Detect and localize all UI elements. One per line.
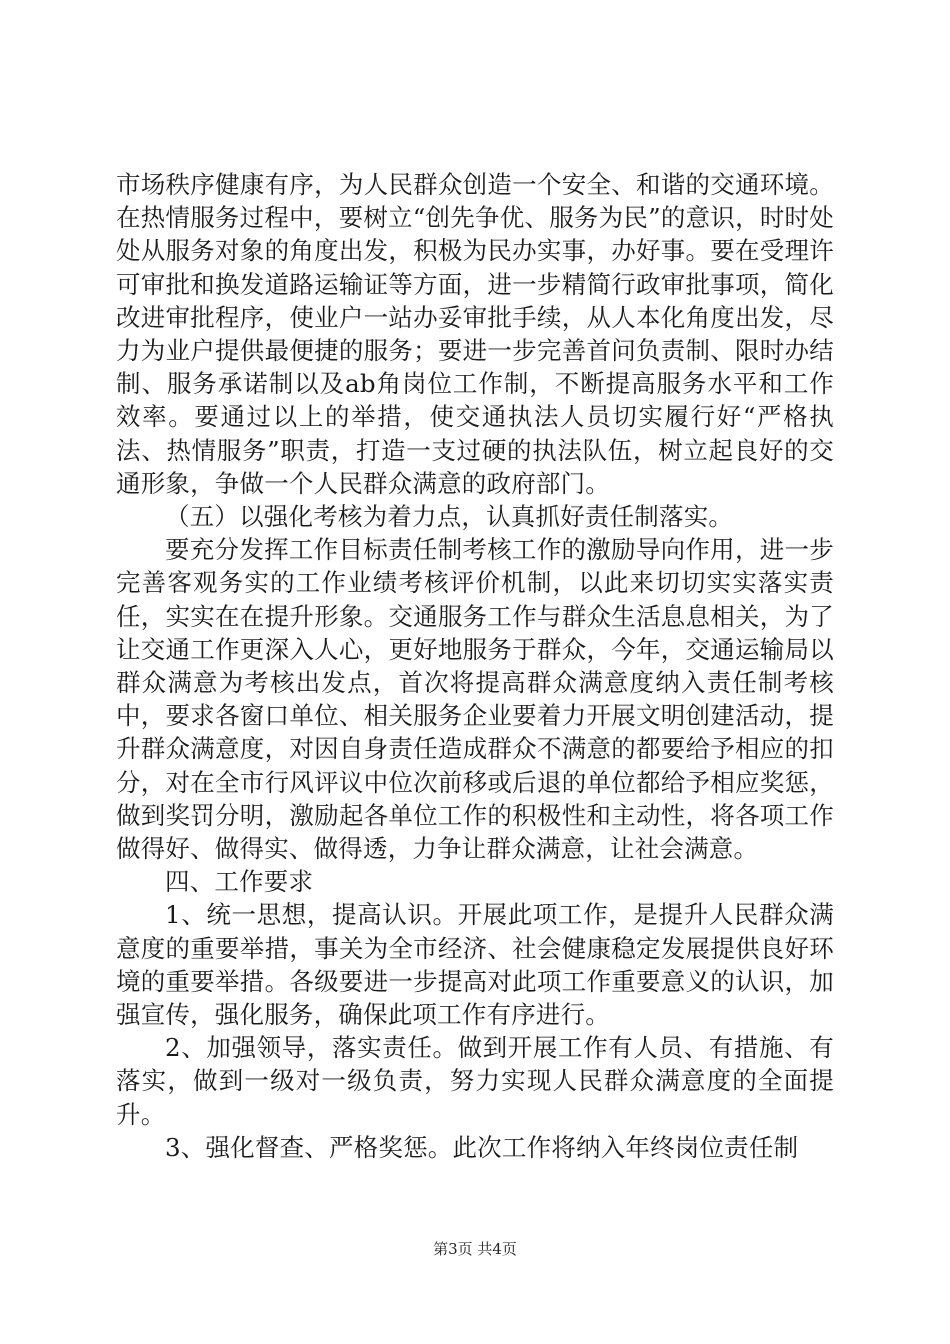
page-number: 第3页 共4页 xyxy=(433,1240,517,1258)
page-footer xyxy=(0,1238,950,1259)
section-heading-requirements: 四、工作要求 xyxy=(165,867,314,897)
paragraph-requirement-1: 1、统一思想，提高认识。开展此项工作，是提升人民群众满意度的重要举措，事关为全市经济、社会健康稳定发展提供良好环境的重要举措。各级要进一步提高对此项工作重要意义的认识，加强宣传，强化服务，确保此项工作有序进行。 xyxy=(116,900,834,1030)
paragraph-heading-five: （五）以强化考核为着力点，认真抓好责任制落实。 xyxy=(165,502,734,532)
paragraph-requirement-2: 2、加强领导，落实责任。做到开展工作有人员、有措施、有落实，做到一级对一级负责，努力实现人民群众满意度的全面提升。 xyxy=(116,1033,834,1129)
paragraph-requirement-3: 3、强化督查、严格奖惩。此次工作将纳入年终岗位责任制 xyxy=(165,1132,799,1162)
document-body xyxy=(116,168,834,1164)
paragraph-assessment: 要充分发挥工作目标责任制考核工作的激励导向作用，进一步完善客观务实的工作业绩考核评价机制，以此来切切实实落实责任，实实在在提升形象。交通服务工作与群众生活息息相关，为了让交通工作更深入人心，更好地服务于群众，今年，交通运输局以群众满意为考核出发点，首次将提高群众满意度纳入责任制考核中，要求各窗口单位、相关服务企业要着力开展文明创建活动，提升群众满意度，对因自身责任造成群众不满意的都要给予相应的扣分，对在全市行风评议中位次前移或后退的单位都给予相应奖惩，做到奖罚分明，激励起各单位工作的积极性和主动性，将各项工作做得好、做得实、做得透，力争让群众满意，让社会满意。 xyxy=(116,535,834,864)
paragraph-service: 市场秩序健康有序，为人民群众创造一个安全、和谐的交通环境。在热情服务过程中，要树立“创先争优、服务为民”的意识，时时处处从服务对象的角度出发，积极为民办实事，办好事。要在受理许可审批和换发道路运输证等方面，进一步精简行政审批事项，简化改进审批程序，使业户一站办妥审批手续，从人本化角度出发，尽力为业户提供最便捷的服务；要进一步完善首问负责制、限时办结制、服务承诺制以及ab角岗位工作制，不断提高服务水平和工作效率。要通过以上的举措，使交通执法人员切实履行好“严格执法、热情服务”职责，打造一支过硬的执法队伍，树立起良好的交通形象，争做一个人民群众满意的政府部门。 xyxy=(116,170,834,498)
